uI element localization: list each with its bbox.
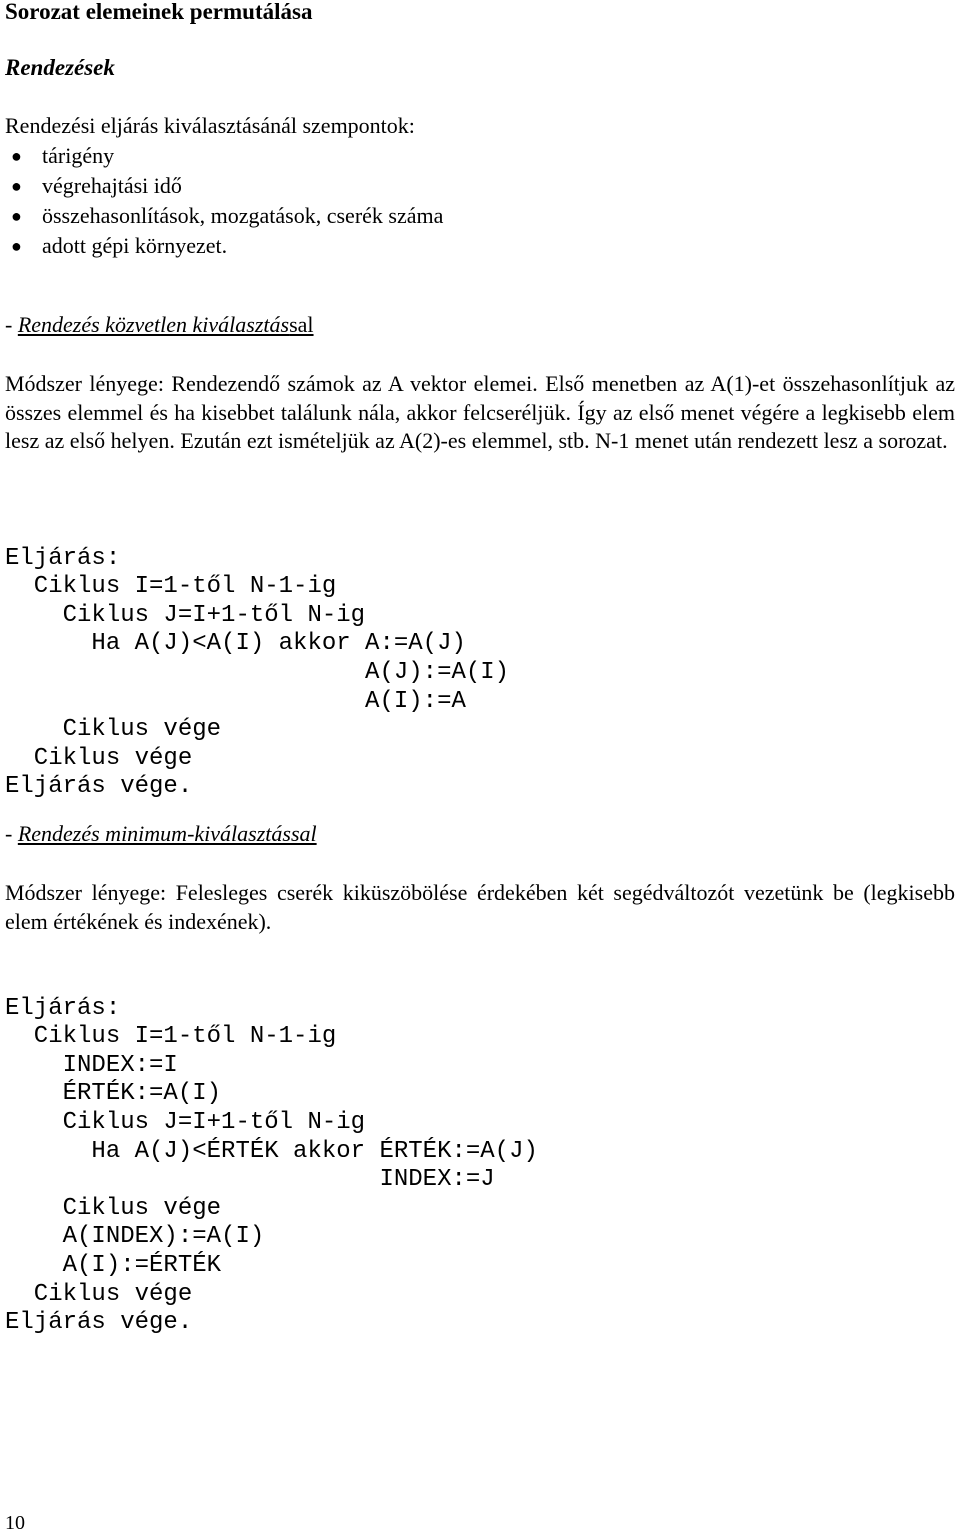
- criteria-intro: Rendezési eljárás kiválasztásánál szempontok:: [5, 113, 415, 138]
- section1-prefix: -: [5, 312, 18, 337]
- criteria-item: adott gépi környezet.: [42, 233, 228, 258]
- code-line: INDEX:=I: [5, 1051, 178, 1079]
- code-line: Ciklus J=I+1-től N-ig: [5, 1108, 366, 1136]
- section2-description: Módszer lényege: Felesleges cserék kiküszöbölése érdekében két segédváltozót vezetünk be (legkisebb elem értékének és indexének).: [5, 880, 955, 934]
- code-line: Eljárás vége.: [5, 1309, 193, 1337]
- section1-heading-rest: sal: [289, 312, 314, 337]
- bullet-icon: ●: [11, 146, 22, 166]
- code-line: Ha A(J)<ÉRTÉK akkor ÉRTÉK:=A(J): [5, 1137, 538, 1165]
- bullet-icon: ●: [11, 206, 22, 226]
- code-line: Ha A(J)<A(I) akkor A:=A(J): [5, 630, 466, 658]
- section1-description: Módszer lényege: Rendezendő számok az A vektor elemei. Első menetben az A(1)-et összehasonlítjuk az összes elemmel és ha kisebbet találunk nála, akkor felcseréljük. Így az első menet végére a legkisebb elem lesz az első helyen. Ezután ezt ismételjük az A(2)-es elemmel, stb. N-1 menet után rendezett lesz a sorozat.: [5, 371, 955, 454]
- code-line: Ciklus vége: [5, 744, 193, 772]
- code-line: Ciklus J=I+1-től N-ig: [5, 601, 366, 629]
- code-line: Eljárás vége.: [5, 773, 193, 801]
- code-line: Ciklus I=1-től N-1-ig: [5, 573, 337, 601]
- section2-code-block: [5, 966, 538, 1366]
- code-line: A(J):=A(I): [5, 658, 510, 686]
- code-line: Eljárás:: [5, 994, 121, 1022]
- code-line: A(I):=ÉRTÉK: [5, 1251, 222, 1279]
- code-line: ÉRTÉK:=A(I): [5, 1080, 222, 1108]
- bullet-icon: ●: [11, 176, 22, 196]
- criteria-item: összehasonlítások, mozgatások, cserék száma: [42, 203, 444, 228]
- criteria-item: tárigény: [42, 143, 115, 168]
- page-number: 10: [5, 1512, 25, 1534]
- code-line: Ciklus I=1-től N-1-ig: [5, 1023, 337, 1051]
- code-line: INDEX:=J: [5, 1166, 495, 1194]
- section1-code-block: [5, 516, 509, 831]
- section-subtitle: Rendezések: [5, 55, 115, 80]
- section1-heading: [5, 312, 314, 338]
- section2-heading: [5, 821, 317, 847]
- code-line: Eljárás:: [5, 544, 121, 572]
- criteria-item: végrehajtási idő: [42, 173, 182, 198]
- section2-heading-italic: Rendezés minimum-kiválasztással: [17, 821, 317, 846]
- bullet-icon: ●: [11, 236, 22, 256]
- code-line: Ciklus vége: [5, 1194, 222, 1222]
- section2-prefix: -: [5, 821, 18, 846]
- page-title: Sorozat elemeinek permutálása: [5, 0, 313, 24]
- code-line: A(INDEX):=A(I): [5, 1223, 265, 1251]
- code-line: Ciklus vége: [5, 1280, 193, 1308]
- code-line: Ciklus vége: [5, 716, 222, 744]
- code-line: A(I):=A: [5, 687, 466, 715]
- section1-heading-italic: Rendezés közvetlen kiválasztás: [17, 312, 290, 337]
